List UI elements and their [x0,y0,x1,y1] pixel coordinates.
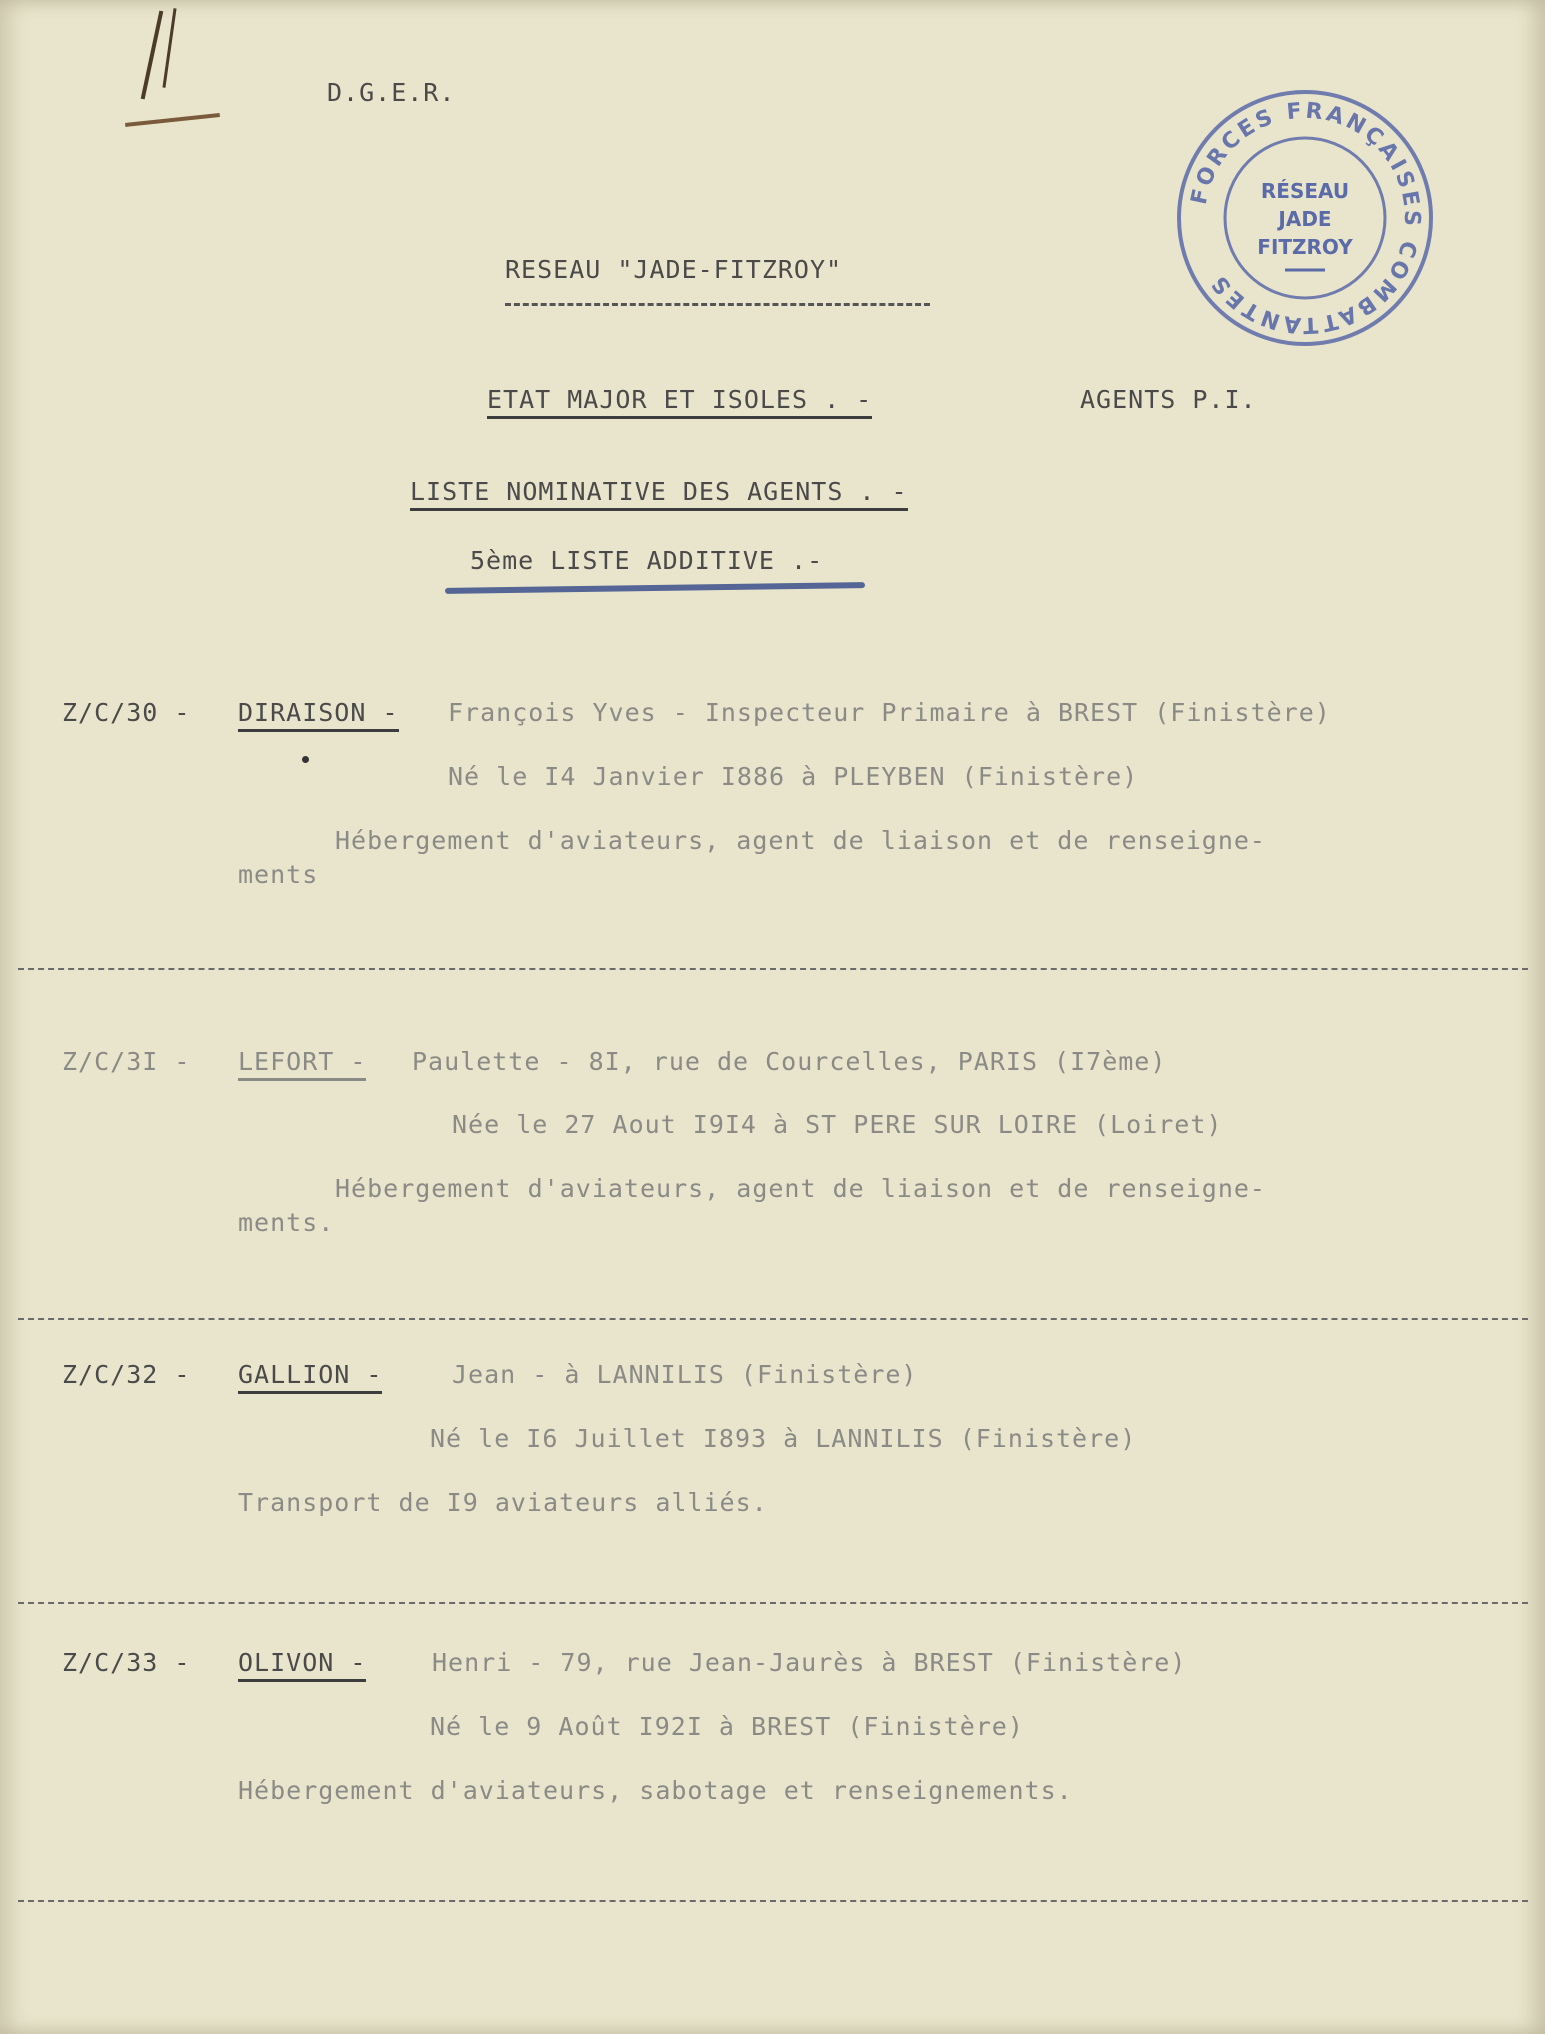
separator-rule [18,1900,1528,1902]
ink-dot [302,756,309,763]
entry-activity: Transport de I9 aviateurs alliés. [238,1488,768,1517]
entry-activity: Hébergement d'aviateurs, sabotage et renseignements. [238,1776,1073,1805]
entry-activity: Hébergement d'aviateurs, agent de liaison et de renseigne- [335,1174,1266,1203]
agents-label: AGENTS P.I. [1080,385,1257,414]
entry-birth: Née le 27 Aout I9I4 à ST PERE SUR LOIRE (Loiret) [452,1110,1223,1139]
entry-activity-cont: ments. [238,1208,335,1237]
entry-name: LEFORT - [238,1047,366,1081]
entry-details: François Yves - Inspecteur Primaire à BREST (Finistère) [448,698,1331,727]
entry-code: Z/C/33 - [62,1648,191,1677]
separator-rule [18,1602,1528,1604]
title-underline [505,303,930,306]
entry-name: OLIVON - [238,1648,366,1682]
entry-birth: Né le I4 Janvier I886 à PLEYBEN (Finistère) [448,762,1139,791]
reseau-stamp [1175,88,1435,348]
separator-rule [18,968,1528,970]
pen-mark [125,113,220,127]
entry-details: Paulette - 8I, rue de Courcelles, PARIS (I7ème) [412,1047,1167,1076]
pen-mark [141,11,164,100]
stamp-outer-text: FORCES FRANÇAISES COMBATTANTES [1186,98,1425,338]
list-title: LISTE NOMINATIVE DES AGENTS . - [410,477,908,511]
blue-pen-underline [445,582,865,594]
entry-birth: Né le 9 Août I92I à BREST (Finistère) [430,1712,1024,1741]
entry-code: Z/C/30 - [62,698,191,727]
document-title: RESEAU "JADE-FITZROY" [505,255,843,284]
separator-rule [18,1318,1528,1320]
entry-details: Jean - à LANNILIS (Finistère) [452,1360,918,1389]
entry-birth: Né le I6 Juillet I893 à LANNILIS (Finistère) [430,1424,1137,1453]
entry-activity-cont: ments [238,860,319,889]
additive-list-label: 5ème LISTE ADDITIVE .- [470,546,824,575]
entry-name: DIRAISON - [238,698,399,732]
entry-activity: Hébergement d'aviateurs, agent de liaison et de renseigne- [335,826,1266,855]
entry-code: Z/C/32 - [62,1360,191,1389]
stamp-line3: FITZROY [1257,235,1353,259]
pen-mark [162,8,176,88]
stamp-line2: JADE [1278,207,1332,231]
header-code: D.G.E.R. [327,78,456,107]
entry-details: Henri - 79, rue Jean-Jaurès à BREST (Finistère) [432,1648,1187,1677]
section-heading: ETAT MAJOR ET ISOLES . - [487,385,872,419]
entry-name: GALLION - [238,1360,382,1394]
entry-code: Z/C/3I - [62,1047,191,1076]
stamp-line1: RÉSEAU [1260,179,1350,203]
